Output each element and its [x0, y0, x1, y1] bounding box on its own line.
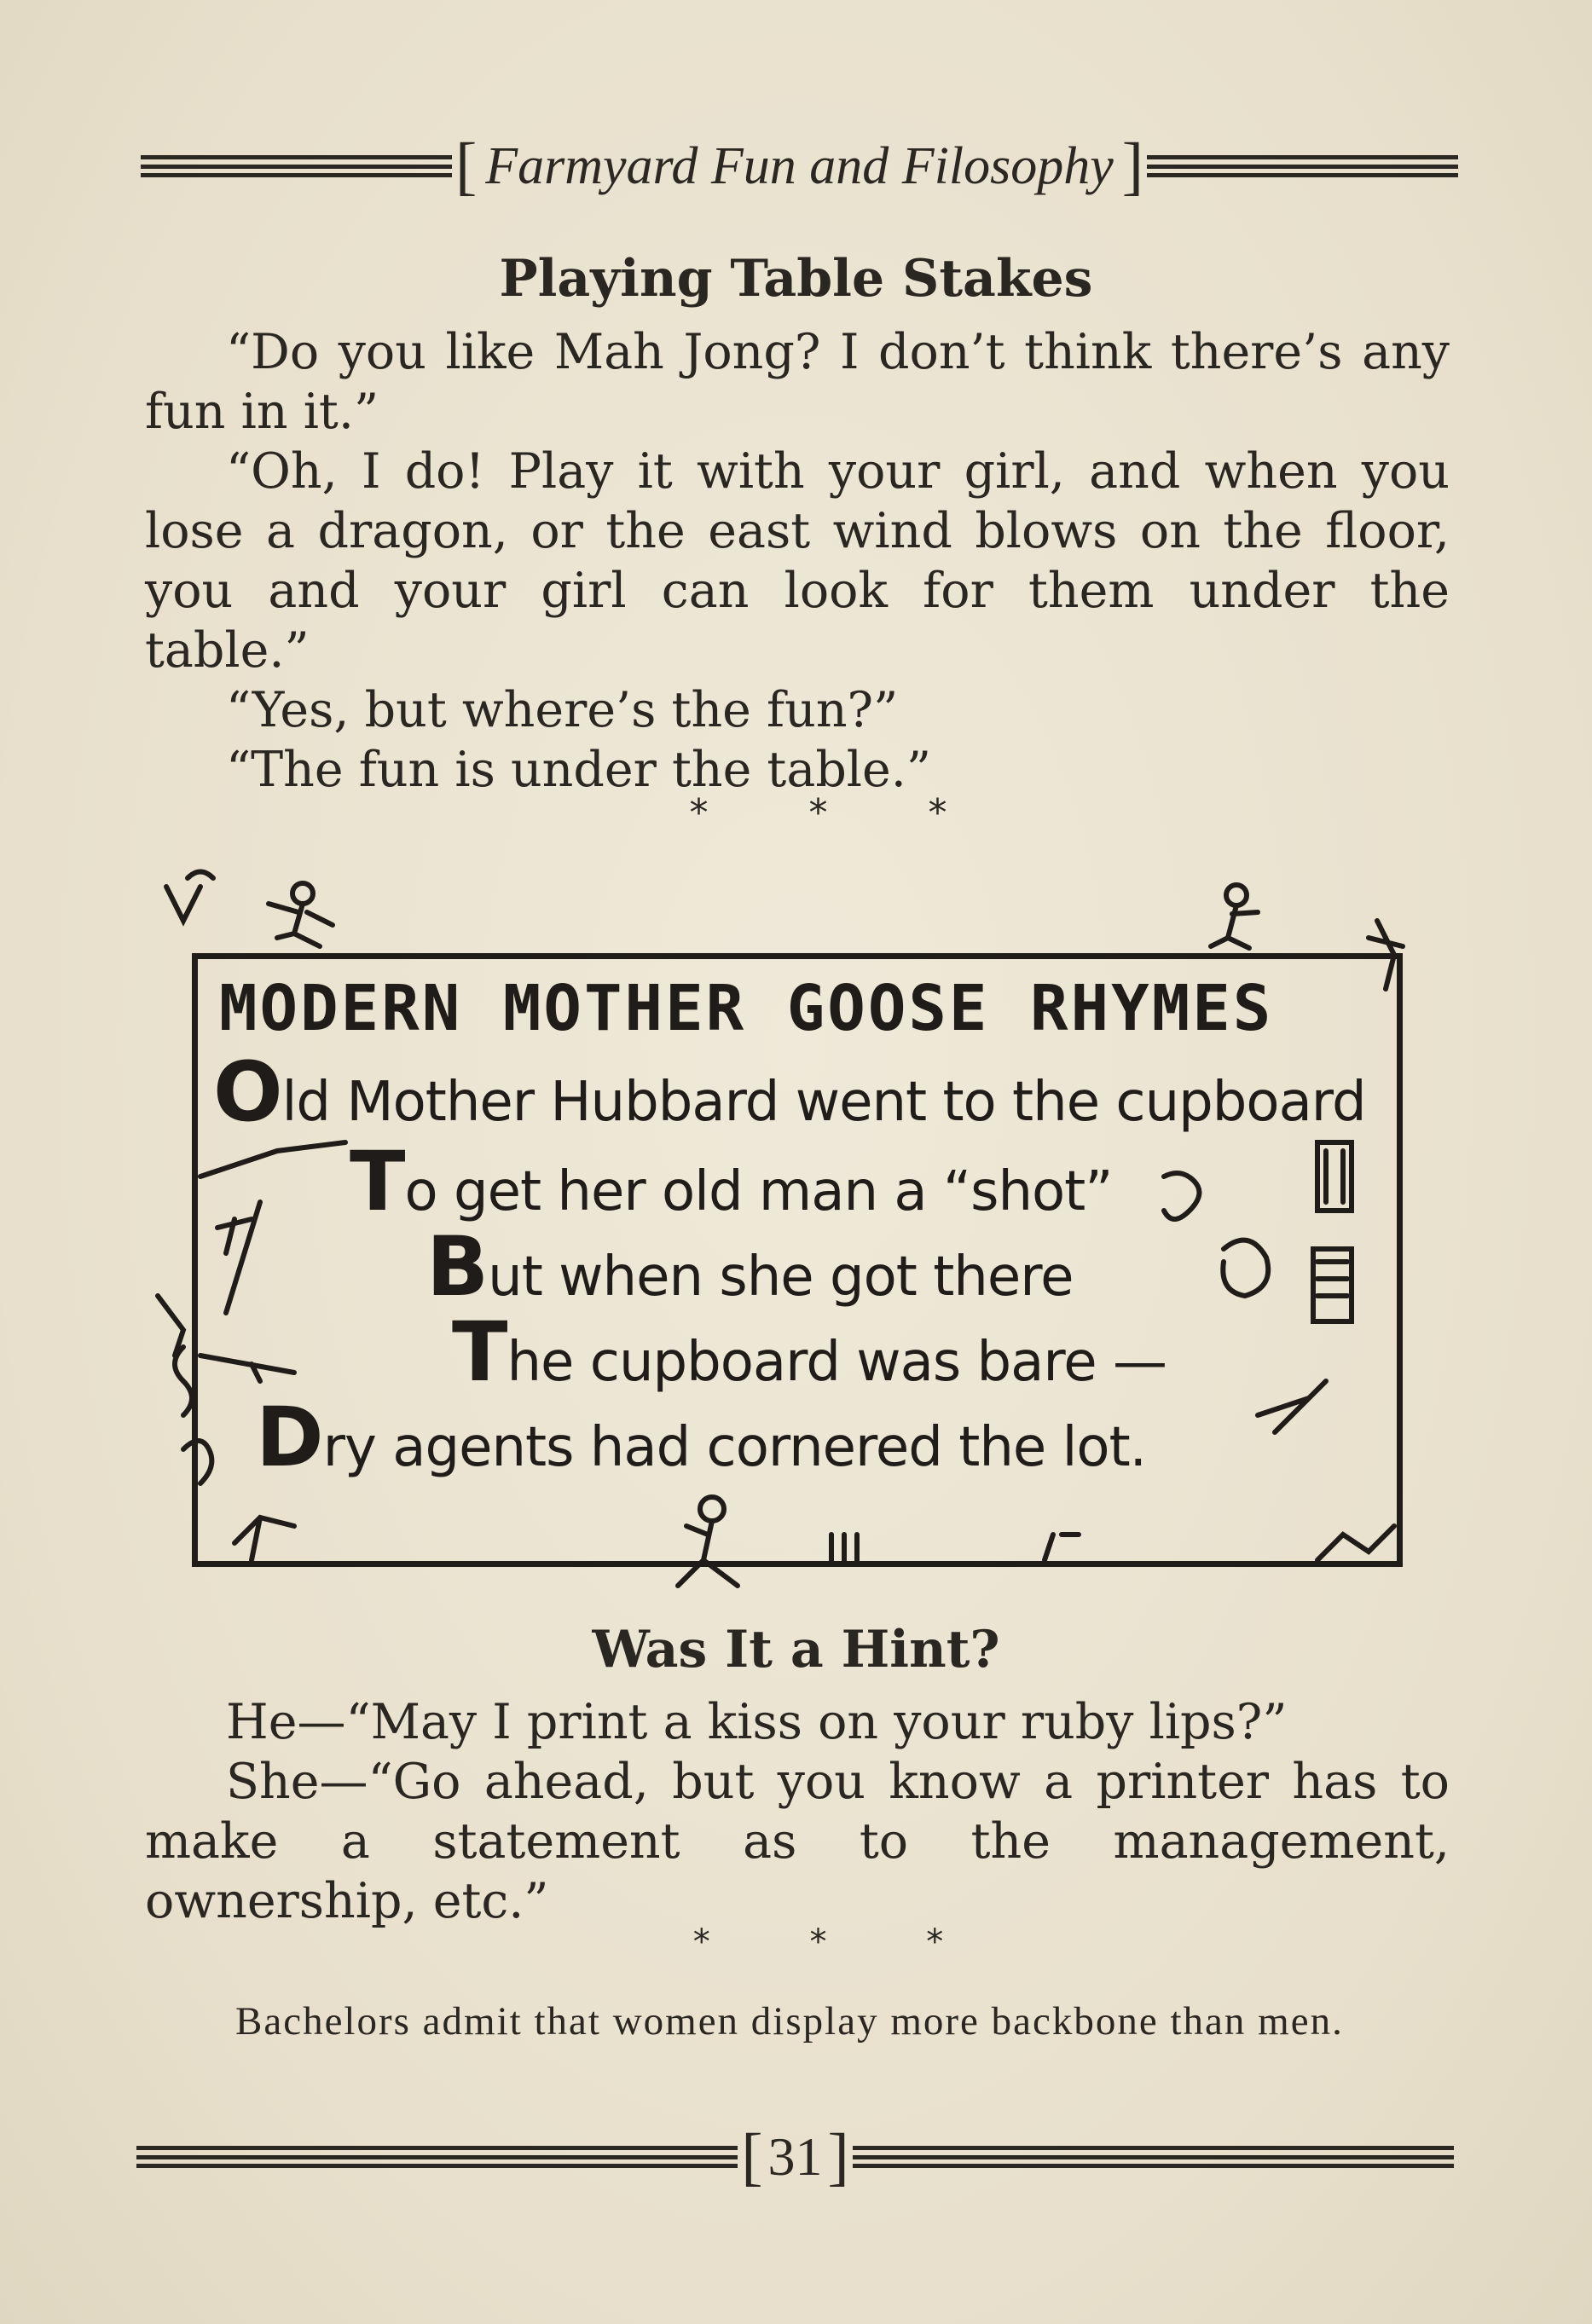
paragraph: “Do you like Mah Jong? I don’t think there’s any fun in it.” [145, 324, 1450, 440]
illustration-heading: MODERN MOTHER GOOSE RHYMES [219, 972, 1274, 1045]
running-footer [136, 2114, 1454, 2200]
paragraph: “Oh, I do! Play it with your girl, and when you lose a dragon, or the east wind blows on the floor, you and your girl can look for them under the table.” [145, 443, 1450, 679]
rhyme-drop-cap: T [452, 1304, 507, 1400]
doodle-figure-top-left [166, 872, 213, 922]
mother-goose-illustration [149, 853, 1428, 1611]
rhyme-text: he cupboard was bare — [507, 1331, 1167, 1394]
footer-bracket-left: [ [741, 2121, 763, 2193]
header-title: Farmyard Fun and Filosophy [485, 136, 1114, 195]
rhyme-line-4 [452, 1304, 1167, 1400]
paragraph: “Yes, but where’s the fun?” [226, 682, 899, 738]
header-rule-left [141, 155, 452, 177]
header-bracket-left: [ [454, 130, 478, 202]
header-rule-right [1147, 155, 1458, 177]
running-header [141, 128, 1458, 205]
rhyme-drop-cap: B [426, 1219, 489, 1315]
rhyme-line-2 [350, 1134, 1112, 1229]
closing-paragraph: Bachelors admit that women display more backbone than men. [235, 1999, 1344, 2044]
rhyme-text: ld Mother Hubbard went to the cupboard [281, 1071, 1366, 1134]
rhyme-text: ry agents had cornered the lot. [322, 1416, 1146, 1479]
footer-bracket-right: ] [827, 2121, 849, 2193]
rhyme-drop-cap: O [213, 1044, 282, 1140]
rhyme-drop-cap: T [350, 1134, 405, 1229]
paragraph: He—“May I print a kiss on your ruby lips?” [226, 1694, 1288, 1750]
footer-rule-left [136, 2146, 738, 2168]
rhyme-text: o get her old man a “shot” [404, 1160, 1113, 1223]
footer-rule-right [853, 2146, 1454, 2168]
page-number: 31 [767, 2126, 823, 2187]
section-separator: * * * [692, 1922, 988, 1962]
rhyme-line-5 [256, 1390, 1146, 1485]
rhyme-line-3 [426, 1219, 1074, 1315]
section-separator: * * * [689, 791, 992, 835]
section-title-playing-table-stakes: Playing Table Stakes [499, 249, 1093, 309]
rhyme-text: ut when she got there [488, 1246, 1074, 1309]
paragraph: “The fun is under the table.” [226, 742, 932, 798]
header-bracket-right: ] [1121, 130, 1144, 202]
paragraph: She—“Go ahead, but you know a printer has to make a statement as to the management, ownership, etc.” [145, 1754, 1450, 1929]
rhyme-line-1 [213, 1044, 1366, 1140]
section-title-was-it-a-hint: Was It a Hint? [592, 1620, 1000, 1679]
rhyme-drop-cap: D [256, 1390, 323, 1485]
